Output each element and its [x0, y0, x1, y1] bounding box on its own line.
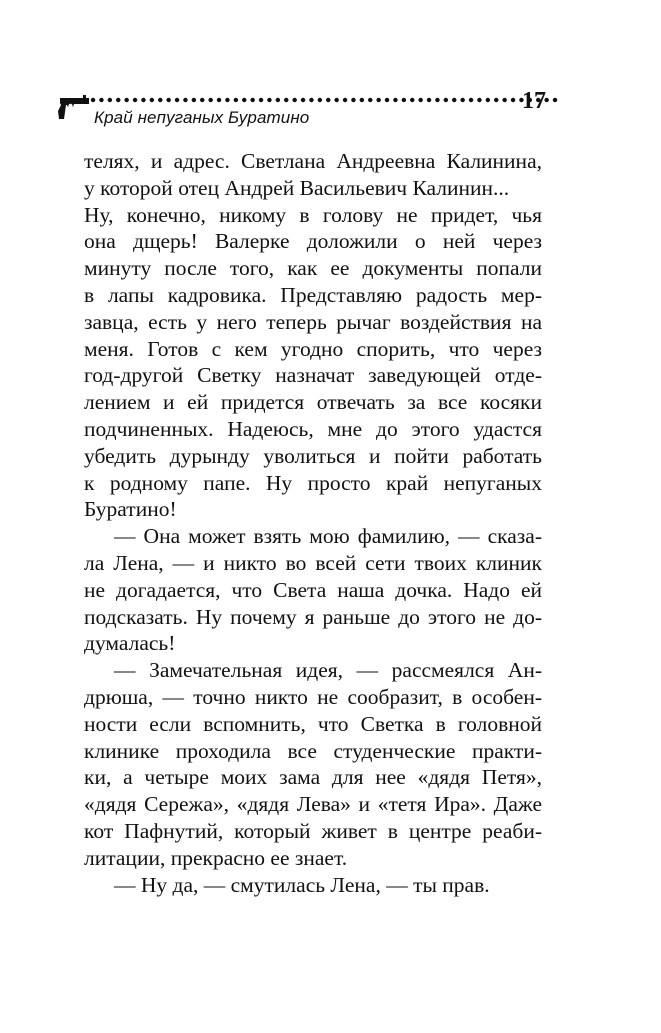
- revolver-icon: [58, 94, 92, 120]
- text-line: подчиненных. Надеюсь, мне до этого удастся: [84, 416, 542, 441]
- text-line: ла Лена, — и никто во всей сети твоих клиник: [84, 550, 542, 575]
- text-line: — Ну да, — смутилась Лена, — ты прав.: [114, 872, 490, 897]
- text-line: телях, и адрес. Светлана Андреевна Калинина,: [84, 149, 542, 173]
- text-line: минуту после того, как ее документы попали: [84, 256, 542, 281]
- text-line: лением и ей придется отвечать за все косяки: [84, 390, 542, 415]
- running-header: [58, 88, 548, 136]
- text-line: — Замечательная идея, — рассмеялся Ан-: [114, 658, 542, 683]
- text-line: год-другой Светку назначат заведующей отде-: [84, 363, 542, 388]
- text-line: «дядя Сережа», «дядя Лева» и «тетя Ира». Даже: [84, 792, 542, 817]
- text-line: Буратино!: [84, 497, 177, 522]
- text-line: думалась!: [84, 631, 176, 656]
- text-line: литации, прекрасно ее знает.: [84, 845, 348, 870]
- text-line: не догадается, что Света наша дочка. Надо ей: [84, 577, 542, 602]
- text-line: — Она может взять мою фамилию, — сказа-: [114, 524, 542, 549]
- text-line: Ну, конечно, никому в голову не придет, чья: [84, 202, 542, 227]
- text-line: она дщерь! Валерке доложили о ней через: [84, 229, 542, 254]
- text-line: меня. Готов с кем угодно спорить, что через: [84, 336, 542, 361]
- body-text: [84, 148, 542, 898]
- header-dotted-rule: [90, 97, 560, 103]
- text-line: в лапы кадровика. Представляю радость мер-: [84, 282, 542, 307]
- text-line: дрюша, — точно никто не сообразит, в особен-: [84, 684, 542, 709]
- text-line: ки, а четыре моих зама для нее «дядя Петя»,: [84, 765, 542, 790]
- page-number: 17: [522, 88, 546, 114]
- text-line: у которой отец Андрей Васильевич Калинин...: [84, 175, 510, 200]
- text-line: кот Пафнутий, который живет в центре реаби-: [84, 818, 542, 843]
- text-line: клинике проходила все студенческие практи-: [84, 738, 542, 763]
- text-line: подсказать. Ну почему я раньше до этого не до-: [84, 604, 542, 629]
- text-line: к родному папе. Ну просто край непуганых: [84, 470, 542, 495]
- text-line: ности если вспомнить, что Светка в головной: [84, 711, 542, 736]
- text-line: убедить дурынду уволиться и пойти работать: [84, 443, 542, 468]
- text-line: завца, есть у него теперь рычаг воздействия на: [84, 309, 542, 334]
- running-title: Край непуганых Буратино: [94, 108, 310, 127]
